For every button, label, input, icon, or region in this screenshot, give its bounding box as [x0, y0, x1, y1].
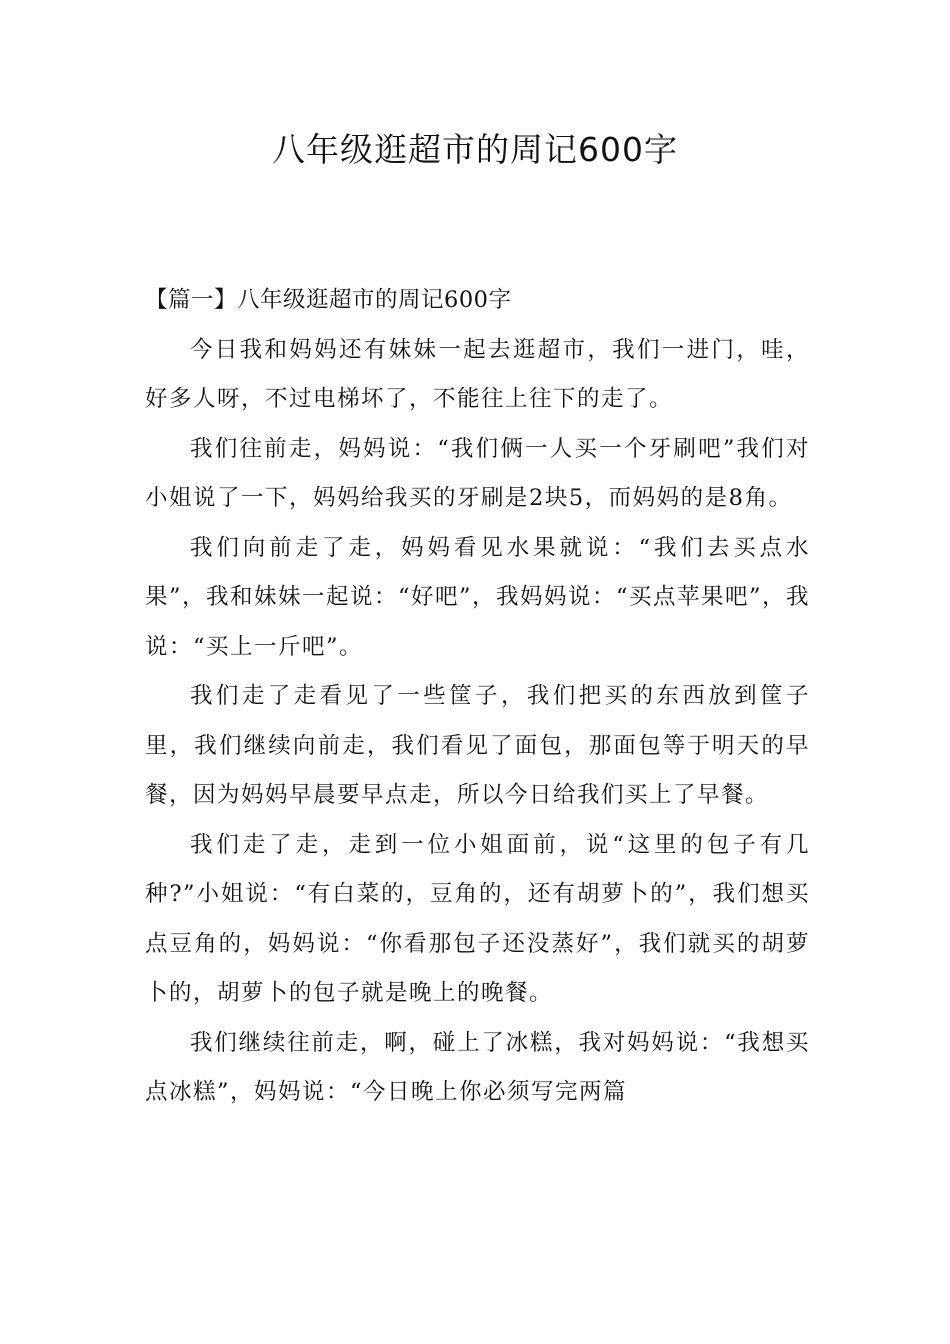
section-heading: 【篇一】八年级逛超市的周记600字 — [145, 287, 512, 313]
paragraph-6: 我们继续往前走，啊，碰上了冰糕，我对妈妈说：“我想买点冰糕”，妈妈说：“今日晚上你必须写完两篇 — [145, 1029, 810, 1105]
paragraph-3: 我们向前走了走，妈妈看见水果就说：“我们去买点水果”，我和妹妹一起说：“好吧”，我妈妈说：“买点苹果吧”，我说：“买上一斤吧”。 — [145, 534, 811, 660]
paragraph-5: 我们走了走，走到一位小姐面前，说“这里的包子有几种?”小姐说：“有白菜的，豆角的，还有胡萝卜的”，我们想买点豆角的，妈妈说：“你看那包子还没蒸好”，我们就买的胡萝卜的，胡萝卜的包子就是晚上的晚餐。 — [145, 831, 810, 1006]
document-title: 八年级逛超市的周记600字 — [272, 130, 678, 169]
document-body — [145, 276, 810, 1118]
paragraph-2: 我们往前走，妈妈说：“我们俩一人买一个牙刷吧”我们对小姐说了一下，妈妈给我买的牙刷是2块5，而妈妈的是8角。 — [145, 435, 810, 511]
paragraph-1: 今日我和妈妈还有妹妹一起去逛超市，我们一进门，哇，好多人呀，不过电梯坏了，不能往上往下的走了。 — [145, 336, 810, 412]
paragraph-4: 我们走了走看见了一些筐子，我们把买的东西放到筐子里，我们继续向前走，我们看见了面包，那面包等于明天的早餐，因为妈妈早晨要早点走，所以今日给我们买上了早餐。 — [145, 683, 810, 808]
